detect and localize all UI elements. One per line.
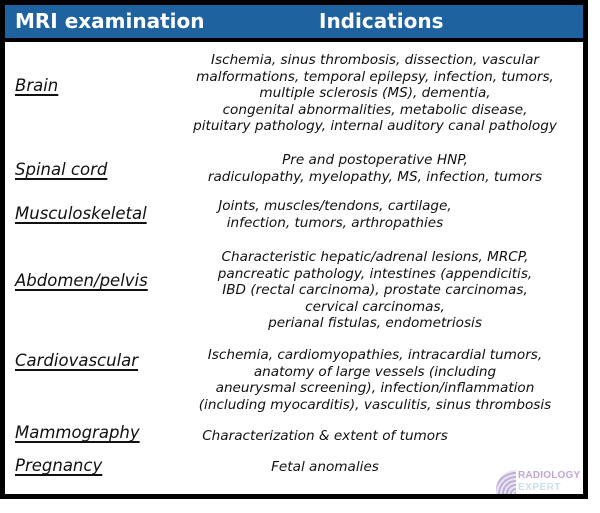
indication-line: multiple sclerosis (MS), dementia, [259, 85, 491, 101]
indication-line: congenital abnormalities, metabolic disease, [222, 101, 528, 118]
indication-line: Characterization & extent of tumors [202, 428, 448, 444]
indication-line: Ischemia, cardiomyopathies, intracardial tumors, [207, 347, 543, 363]
indication-line: pituitary pathology, internal auditory canal pathology [193, 118, 557, 134]
indications-spinal-cord [165, 152, 585, 185]
exam-pregnancy: Pregnancy [15, 456, 103, 475]
indications-mammography [115, 428, 535, 445]
indication-line: anatomy of large vessels (including [253, 363, 497, 380]
exam-spinal-cord: Spinal cord [15, 160, 108, 179]
indications-musculoskeletal [125, 198, 545, 231]
radiology-expert-logo [496, 468, 581, 498]
indication-line: perianal fistulas, endometriosis [268, 315, 482, 331]
indication-line: Ischemia, sinus thrombosis, dissection, vascular [211, 52, 539, 68]
indication-line: cervical carcinomas, [305, 298, 445, 315]
indication-line: radiculopathy, myelopathy, MS, infection, tumors [207, 168, 543, 185]
indication-line: Fetal anomalies [271, 459, 379, 475]
indication-line: Joints, muscles/tendons, cartilage, [218, 198, 452, 214]
logo-text-line2: EXPERT [518, 482, 562, 493]
table-header [5, 5, 583, 42]
exam-abdomen-pelvis: Abdomen/pelvis [15, 271, 148, 290]
indication-line: (including myocarditis), vasculitis, sinus thrombosis [198, 396, 552, 413]
radio-waves-icon [496, 470, 516, 494]
header-indications: Indications [319, 9, 444, 33]
table-body [5, 5, 583, 494]
indications-cardiovascular [165, 347, 585, 413]
indication-line: malformations, temporal epilepsy, infection, tumors, [196, 68, 554, 85]
indications-abdomen-pelvis [165, 249, 585, 332]
indications-pregnancy [115, 459, 535, 476]
indication-line: Pre and postoperative HNP, [282, 152, 468, 168]
header-mri-examination: MRI examination [15, 9, 205, 33]
exam-brain: Brain [15, 76, 59, 95]
indication-line: Characteristic hepatic/adrenal lesions, MRCP, [221, 249, 529, 265]
exam-cardiovascular: Cardiovascular [15, 351, 139, 370]
logo-text-line1: RADIOLOGY [518, 470, 581, 481]
indication-line: pancreatic pathology, intestines (appendicitis, [217, 265, 533, 282]
indications-brain [165, 52, 585, 135]
exam-mammography: Mammography [15, 423, 140, 442]
indication-line: IBD (rectal carcinoma), prostate carcinomas, [222, 282, 528, 298]
exam-musculoskeletal: Musculoskeletal [15, 204, 147, 223]
indication-line: aneurysmal screening), infection/inflammation [215, 380, 535, 396]
indication-line: infection, tumors, arthropathies [226, 214, 444, 231]
